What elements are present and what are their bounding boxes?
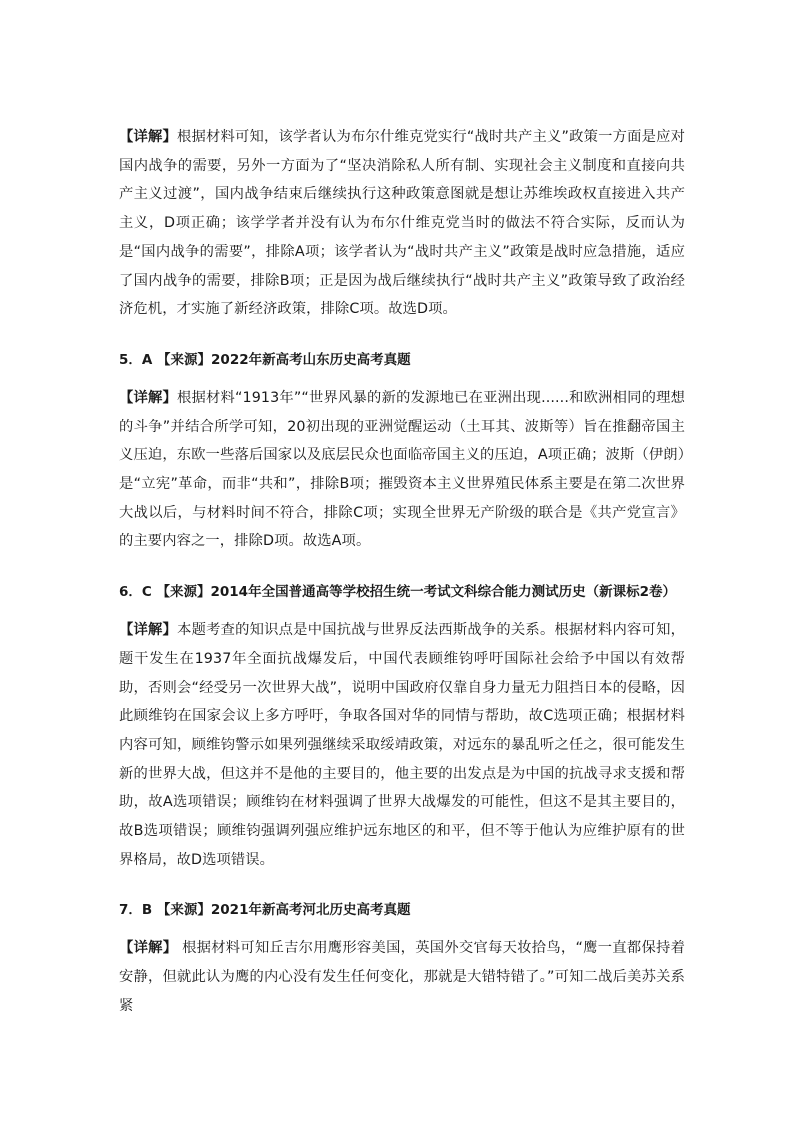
- detail-paragraph-q6: [119, 616, 685, 874]
- detail-tag: 【详解】: [119, 622, 178, 639]
- detail-paragraph-q4: [119, 123, 685, 324]
- answer-heading-q7: 7．B 【来源】2021年新高考河北历史高考真题: [119, 902, 411, 919]
- spacer: [119, 370, 685, 384]
- spacer: [119, 324, 685, 350]
- detail-tag: 【详解】: [119, 940, 178, 957]
- spacer: [119, 920, 685, 934]
- detail-paragraph-q5: [119, 384, 685, 556]
- detail-tag: 【详解】: [119, 129, 177, 145]
- detail-text: 根据材料可知丘吉尔用鹰形容美国，英国外交官每天妆拾鸟，“鹰一直都保持着安静，但就此认为鹰的内心没有发生任何变化，那就是大错特错了。”可知二战后美苏关系紧: [119, 940, 685, 1014]
- spacer: [119, 874, 685, 900]
- detail-text: 根据材料“1913年”“世界风暴的新的发源地已在亚洲出现......和欧洲相同的理想的斗争”并结合所学可知，20初出现的亚洲觉醒运动（土耳其、波斯等）旨在推翻帝国主义压迫，东欧一些落后国家以及底层民众也面临帝国主义的压迫，A项正确；波斯（伊朗）是“立宪”革命，而非“共和”，排除B项；摧毁资本主义世界殖民体系主要是在第二次世界大战以后，与材料时间不符合，排除C项；实现全世界无产阶级的联合是《共产党宣言》的主要内容之一，排除D项。故选A项。: [119, 389, 685, 550]
- detail-text: 根据材料可知，该学者认为布尔什维克党实行“战时共产主义”政策一方面是应对国内战争的需要，另外一方面为了“坚决消除私人所有制、实现社会主义制度和直接向共产主义过渡”，国内战争结束后继续执行这种政策意图就是想让苏维埃政权直接进入共产主义，D项正确；该学学者并没有认为布尔什维克党当时的做法不符合实际，反而认为是“国内战争的需要”，排除A项；该学者认为“战时共产主义”政策是战时应急措施，适应了国内战争的需要，排除B项；正是因为战后继续执行“战时共产主义”政策导致了政治经济危机，才实施了新经济政策，排除C项。故选D项。: [119, 129, 685, 318]
- detail-tag: 【详解】: [119, 389, 178, 406]
- spacer: [119, 602, 685, 616]
- spacer: [119, 556, 685, 582]
- detail-text: 本题考查的知识点是中国抗战与世界反法西斯战争的关系。根据材料内容可知，题干发生在1937年全面抗战爆发后，中国代表顾维钧呼吁国际社会给予中国以有效帮助，否则会“经受另一次世界大战”，说明中国政府仅靠自身力量无力阻挡日本的侵略，因此顾维钧在国家会议上多方呼吁，争取各国对华的同情与帮助，故C选项正确；根据材料内容可知，顾维钧警示如果列强继续采取绥靖政策，对远东的暴乱听之任之，很可能发生新的世界大战，但这并不是他的主要目的，他主要的出发点是为中国的抗战寻求支援和帮助，故A选项错误；顾维钧在材料强调了世界大战爆发的可能性，但这不是其主要目的，故B选项错误；顾维钧强调列强应维护远东地区的和平，但不等于他认为应维护原有的世界格局，故D选项错误。: [119, 622, 685, 868]
- answer-heading-q6: 6．C 【来源】2014年全国普通高等学校招生统一考试文科综合能力测试历史（新课标2卷）: [119, 584, 676, 601]
- document-content: [119, 123, 685, 1021]
- detail-paragraph-q7: [119, 934, 685, 1020]
- answer-heading-q5: 5．A 【来源】2022年新高考山东历史高考真题: [119, 351, 411, 368]
